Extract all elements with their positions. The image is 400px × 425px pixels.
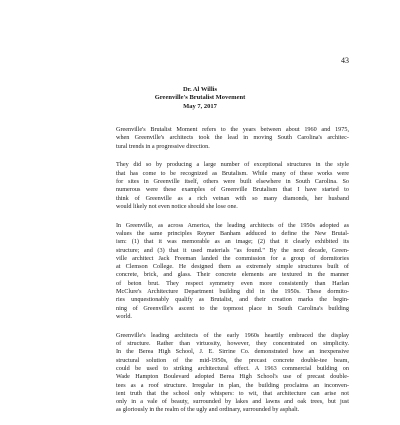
paragraph	[116, 222, 349, 322]
text-line: Greenville's leading architects of the early 1960s heartily embraced the display	[116, 331, 349, 339]
page-number: 43	[341, 56, 349, 65]
text-line: They did so by producing a large number of exceptional structures in the style	[116, 161, 349, 169]
author-name: Dr. Al Willis	[182, 86, 218, 93]
text-line: for sites in Greenville itself, others were built elsewhere in South Carolina. So	[116, 177, 349, 185]
text-line: as gloriously in the realm of the ugly and ordinary, surrounded by asphalt.	[116, 406, 300, 414]
text-line: would likely not even notice should she lose one.	[116, 202, 238, 210]
paragraph	[116, 332, 349, 415]
text-line: concrete, brick, and glass. Their concrete elements are textured in the manner	[116, 271, 349, 279]
text-line: In Greenville, as across America, the leading architects of the 1950s adopted as	[116, 221, 349, 229]
document-date: May 7, 2017	[183, 102, 217, 110]
text-line: of beton brut. They respect symmetry even more consistently than Harlan	[116, 279, 349, 287]
text-line: In the Berea High School, J. E. Sirrine Co. demonstrated how an inexpensive	[116, 348, 349, 356]
text-line: values the same principles Reyner Banham adduced to define the New Brutal-	[116, 229, 349, 237]
text-line: at Clemson College. He designed them as extremely simple structures built of	[116, 263, 349, 271]
text-line: when Greenville's architects took the lead in moving South Carolina's architec-	[116, 134, 349, 142]
text-line: numerous were these examples of Greenville Brutalism that I have started to	[116, 186, 349, 194]
text-line: ient truth that the school only whispers: to wit, that architecture can arise not	[116, 389, 349, 397]
text-line: could be used to striking architectural effect. A 1963 commercial building on	[116, 364, 349, 372]
text-line: tural trends in a progressive direction.	[116, 142, 210, 150]
text-line: ning of Greenville's ascent to the topmost place in South Carolina's building	[116, 304, 349, 312]
text-line: of structure. Rather than virtuosity, however, they concentrated on simplicity.	[116, 340, 349, 348]
text-line: ries unquestionably qualify as Brutalist, and their creation marks the begin-	[116, 296, 349, 304]
text-line: McClure's Architecture Department building did in the 1950s. These dormito-	[116, 288, 349, 296]
text-line: Wade Hampton Boulevard adopted Berea High School's use of precast double-	[116, 373, 349, 381]
text-line: Greenville's Brutalist Moment refers to the years between about 1960 and 1975,	[116, 126, 349, 133]
text-line: that has come to be recognized as Brutalism. While many of these works were	[116, 169, 349, 177]
document-title: Greenville's Brutalist Movement	[154, 94, 246, 102]
text-line: tees as a roof structure. Irregular in plan, the building proclaims an inconven-	[116, 381, 349, 389]
text-line: structural solution of the mid-1950s, the precast concrete double-tee beam,	[116, 356, 349, 364]
paragraph	[116, 161, 349, 211]
text-line: only in a vale of beauty, surrounded by lakes and lawns and oak trees, but just	[116, 398, 349, 406]
text-line: world.	[116, 312, 132, 320]
body-text	[116, 126, 349, 425]
text-line: think of Greenville as a rich veinan with so many diamonds, her husband	[116, 194, 349, 202]
document-header	[0, 86, 400, 111]
text-line: structure; and (3) that it used materials "as found." By the next decade, Green-	[116, 246, 349, 254]
text-line: ism: (1) that it was memorable as an image; (2) that it clearly exhibited its	[116, 238, 349, 246]
text-line: ville architect Jack Freeman landed the commission for a group of dormitories	[116, 254, 349, 262]
paragraph	[116, 126, 349, 151]
